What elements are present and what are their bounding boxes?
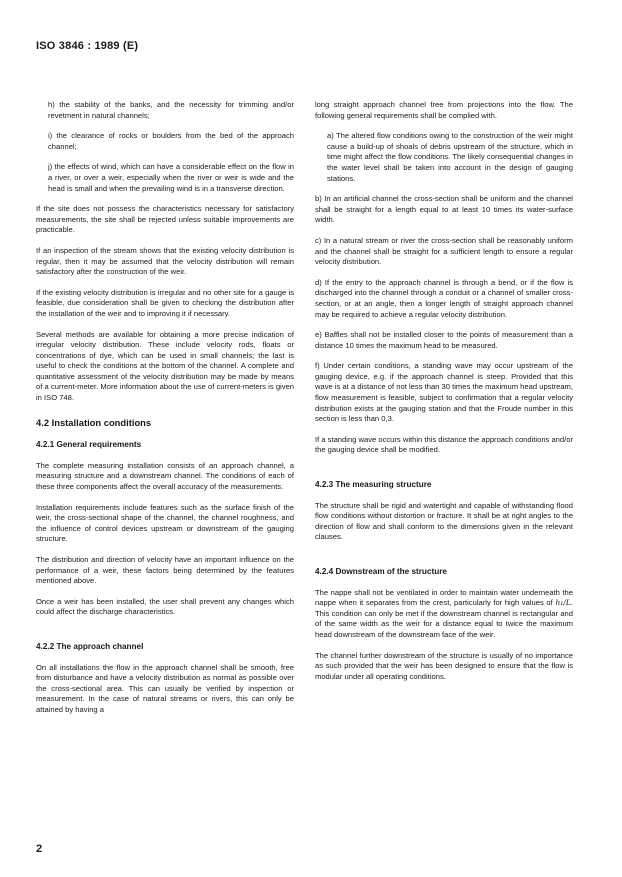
paragraph: Once a weir has been installed, the user shall prevent any changes which could affect the discharge characteristics.: [36, 596, 294, 617]
section-heading-4-2-3: 4.2.3 The measuring structure: [315, 480, 432, 490]
list-item-h: h) the stability of the banks, and the necessity for trimming and/or revetment in natural channels;: [48, 100, 294, 120]
list-item-i: i) the clearance of rocks or boulders from the bed of the approach channel;: [48, 131, 294, 151]
text-span: . This condition can only be met if the downstream channel is rectangular and of the same width as the weir for a distance equal to twice the maximum head downstream of the downstream face of the weir.: [315, 598, 573, 639]
paragraph: On all installations the flow in the approach channel shall be smooth, free from disturbance and have a velocity distribution as normal as possible over the cross-sectional area. This can usually be verified by inspection or measurement. In the case of natural streams or rivers, this can only be attained by having a: [36, 662, 294, 714]
page-number: 2: [36, 843, 43, 855]
left-column: [36, 100, 294, 726]
right-column: [315, 100, 573, 692]
list-item-f: f) Under certain conditions, a standing wave may occur upstream of the gauging device, e.g. if the approach channel is steep. Provided that this wave is at a distance of not less than 30 times the maximum head upstream, flow measurement is feasible, subject to confirmation that a regular velocity distribution exists at the gauging station and that the Froude number in this section is less than 0,3.: [315, 361, 573, 424]
section-heading-4-2-2: 4.2.2 The approach channel: [36, 641, 144, 651]
paragraph: Installation requirements include features such as the surface finish of the weir, the cross-sectional shape of the channel, the channel roughness, and the influence of control devices upstream or downstream of the gauging structure.: [36, 502, 294, 544]
paragraph: The complete measuring installation consists of an approach channel, a measuring structure and a downstream channel. The conditions of each of these three components affect the overall accuracy of the measurements.: [36, 460, 294, 492]
paragraph: [315, 588, 573, 641]
list-item-c: c) In a natural stream or river the cross-section shall be reasonably uniform and the channel shall be straight for a sufficient length to ensure a regular velocity distribution.: [315, 235, 573, 267]
section-heading-4-2: 4.2 Installation conditions: [36, 416, 152, 428]
paragraph: The distribution and direction of velocity have an important influence on the performance of a weir, these factors being determined by the features mentioned above.: [36, 555, 294, 586]
section-heading-4-2-1: 4.2.1 General requirements: [36, 440, 142, 450]
paragraph: If the site does not possess the characteristics necessary for satisfactory measurements, the site shall be rejected unless suitable improvements are practicable.: [36, 204, 294, 235]
paragraph: The channel further downstream of the structure is usually of no importance as such provided that the weir has been designed to ensure that the flow is modular under all operating conditions.: [315, 650, 573, 681]
list-item-j: j) the effects of wind, which can have a considerable effect on the flow in a river, or over a weir, especially when the river or weir is wide and the head is small and when the prevailing wind is in a transverse direction.: [48, 162, 294, 193]
paragraph: If a standing wave occurs within this distance the approach conditions and/or the gauging device shall be modified.: [315, 434, 573, 455]
paragraph: If the existing velocity distribution is irregular and no other site for a gauge is feasible, due consideration shall be given to checking the distribution after the installation of the weir and to improving it if necessary.: [36, 287, 294, 318]
document-header: ISO 3846 : 1989 (E): [36, 40, 139, 52]
list-item-b: b) In an artificial channel the cross-section shall be uniform and the channel shall be straight for a length equal to at least 10 times its water-surface width.: [315, 194, 573, 225]
list-item-e: e) Baffles shall not be installed closer to the points of measurement than a distance 10 times the maximum head to be measured.: [315, 330, 573, 350]
text-span: The nappe shall not be ventilated in order to maintain water underneath the nappe when it separates from the crest, particularly for high values of: [315, 587, 573, 608]
paragraph: If an inspection of the stream shows that the existing velocity distribution is regular, then it may be assumed that the velocity distribution will remain satisfactory after the construction of the weir.: [36, 245, 294, 277]
paragraph: long straight approach channel free from projections into the flow. The following general requirements shall be complied with.: [315, 100, 573, 120]
math-symbol: h₁/L: [555, 598, 571, 608]
list-item-a: a) The altered flow conditions owing to the construction of the weir might cause a build-up of shoals of debris upstream of the structure, which in time might affect the flow conditions. The likely consequential changes in the water level shall be taken into account in the design of gauging stations.: [327, 131, 573, 183]
section-heading-4-2-4: 4.2.4 Downstream of the structure: [315, 567, 447, 576]
paragraph: Several methods are available for obtaining a more precise indication of irregular velocity distribution. These include velocity rods, floats or concentrations of dye, which can be used in small channels; the last is useful to check the conditions at the bottom of the channel. A complete and quantitative assessment of the velocity distribution may be made by means of a current-meter. More information about the use of current-meters is given in ISO 748.: [36, 329, 294, 403]
paragraph: The structure shall be rigid and watertight and capable of withstanding flood flow conditions without distortion or fracture. It shall be at right angles to the direction of flow and shall conform to the dimensions given in the relevant clauses.: [315, 500, 573, 542]
list-item-d: d) If the entry to the approach channel is through a bend, or if the flow is discharged into the channel through a conduit or a channel of smaller cross-section, or at an angle, then a longer length of straight approach channel may be required to achieve a regular velocity distribution.: [315, 277, 573, 319]
